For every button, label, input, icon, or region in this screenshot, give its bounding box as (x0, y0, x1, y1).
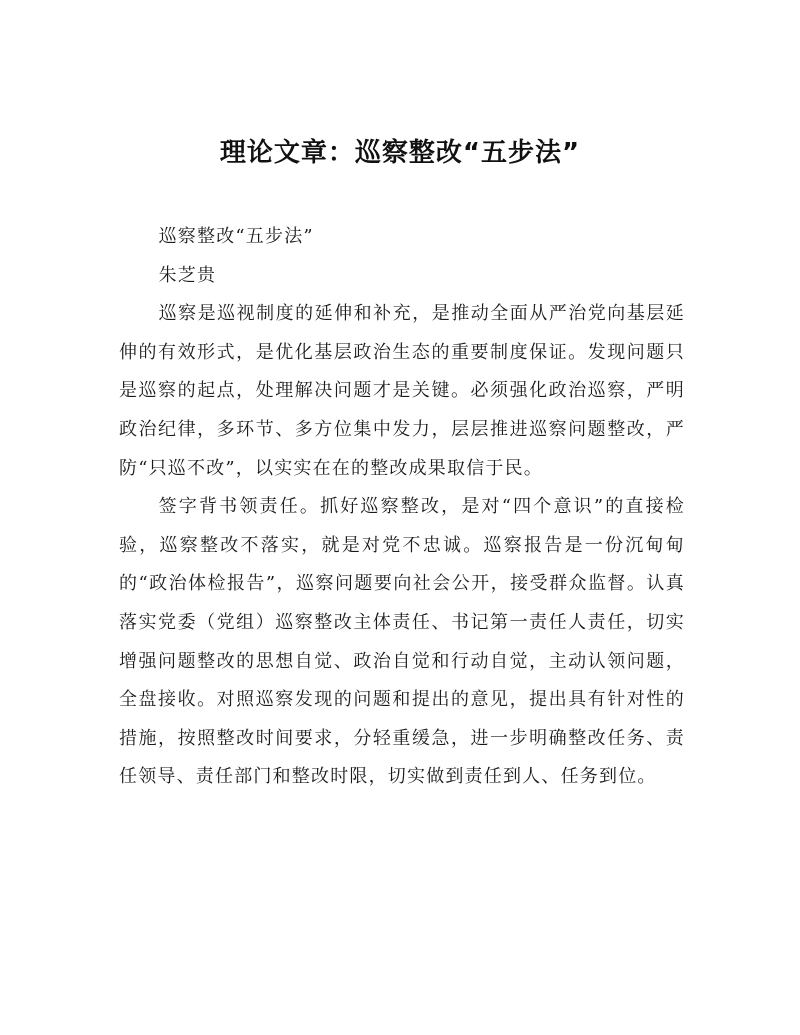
subtitle-paragraph: 巡察整改“五步法” (158, 226, 314, 247)
intro-paragraph: 巡察是巡视制度的延伸和补充，是推动全面从严治党向基层延伸的有效形式，是优化基层政治生态的重要制度保证。发现问题只是巡察的起点，处理解决问题才是关键。必须强化政治巡察，严明政治纪律，多环节、多方位集中发力，层层推进巡察问题整改，严防“只巡不改”，以实实在在的整改成果取信于民。 (119, 303, 685, 479)
section-paragraph: 签字背书领责任。抓好巡察整改，是对“四个意识”的直接检验，巡察整改不落实，就是对党不忠诚。巡察报告是一份沉甸甸的“政治体检报告”，巡察问题要向社会公开，接受群众监督。认真落实党委（党组）巡察整改主体责任、书记第一责任人责任，切实增强问题整改的思想自觉、政治自觉和行动自觉，主动认领问题，全盘接收。对照巡察发现的问题和提出的意见，提出具有针对性的措施，按照整改时间要求，分轻重缓急，进一步明确整改任务、责任领导、责任部门和整改时限，切实做到责任到人、任务到位。 (119, 496, 685, 788)
author-paragraph: 朱芝贵 (158, 264, 217, 286)
document-body (119, 218, 685, 797)
document-title: 理论文章：巡察整改“五步法” (219, 138, 581, 168)
